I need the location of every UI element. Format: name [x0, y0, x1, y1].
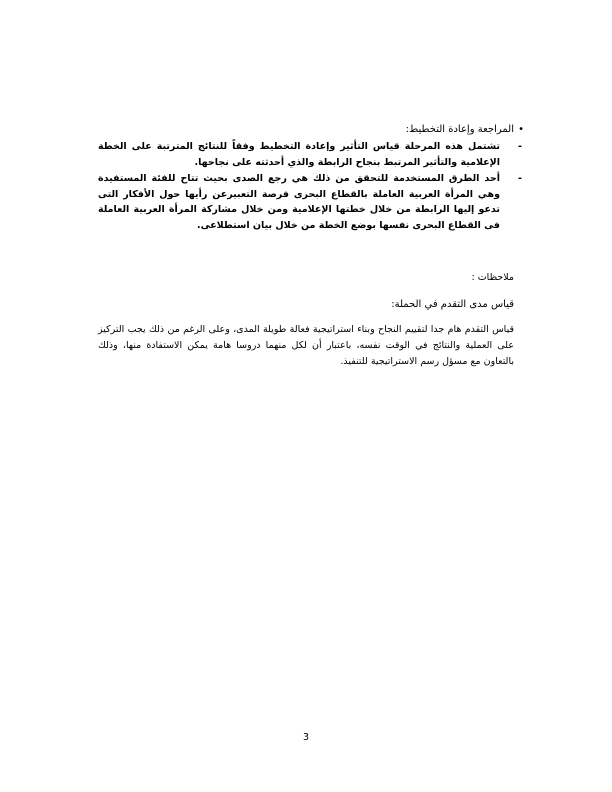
list-item	[98, 171, 522, 233]
list-item-text: تشتمل هذه المرحلة قياس التأثير وإعادة التخطيط وفقاً للنتائج المترتبة على الخطة الإعلامية والتأثير المرتبط بنجاح الرابطة والذي أحدثته على نجاحها.	[98, 141, 500, 168]
dash-icon: -	[518, 141, 522, 152]
bullet-icon: •	[518, 124, 524, 135]
progress-paragraph: قياس التقدم هام جدا لتقييم النجاح وبناء استراتيجية فعالة طويلة المدى، وعلى الرغم من ذلك يجب التركيز على العملية والنتائج في الوقت نفسه، باعتبار أن لكل منهما دروسا هامة يمكن الاستفادة منها، وذلك بالتعاون مع مسؤل رسم الاستراتيجية للتنفيذ.	[98, 324, 514, 367]
list-item	[98, 139, 522, 170]
dash-list	[98, 139, 522, 235]
notes-label: ملاحظات :	[471, 272, 514, 283]
page-number: 3	[302, 732, 310, 743]
dash-icon: -	[518, 173, 522, 185]
section-heading-row	[98, 122, 524, 138]
progress-subheading: قياس مدى التقدم في الحملة:	[391, 299, 514, 310]
section-heading: المراجعة وإعادة التخطيط:	[405, 124, 514, 135]
list-item-text: أحد الطرق المستخدمة للتحقق من ذلك هي رجع الصدى بحيث تتاح للفئة المستفيدة وهي المرأة العربية العاملة بالقطاع البحرى فرصة التعبيرعن رأيها حول الأفكار التى تدعو إليها الرابطة من خلال خطتها الإعلامية ومن خلال مشاركة المرأة العربية العاملة فى القطاع البحرى نفسها بوضع الخطة من خلال بيان استطلاعى.	[98, 173, 500, 231]
